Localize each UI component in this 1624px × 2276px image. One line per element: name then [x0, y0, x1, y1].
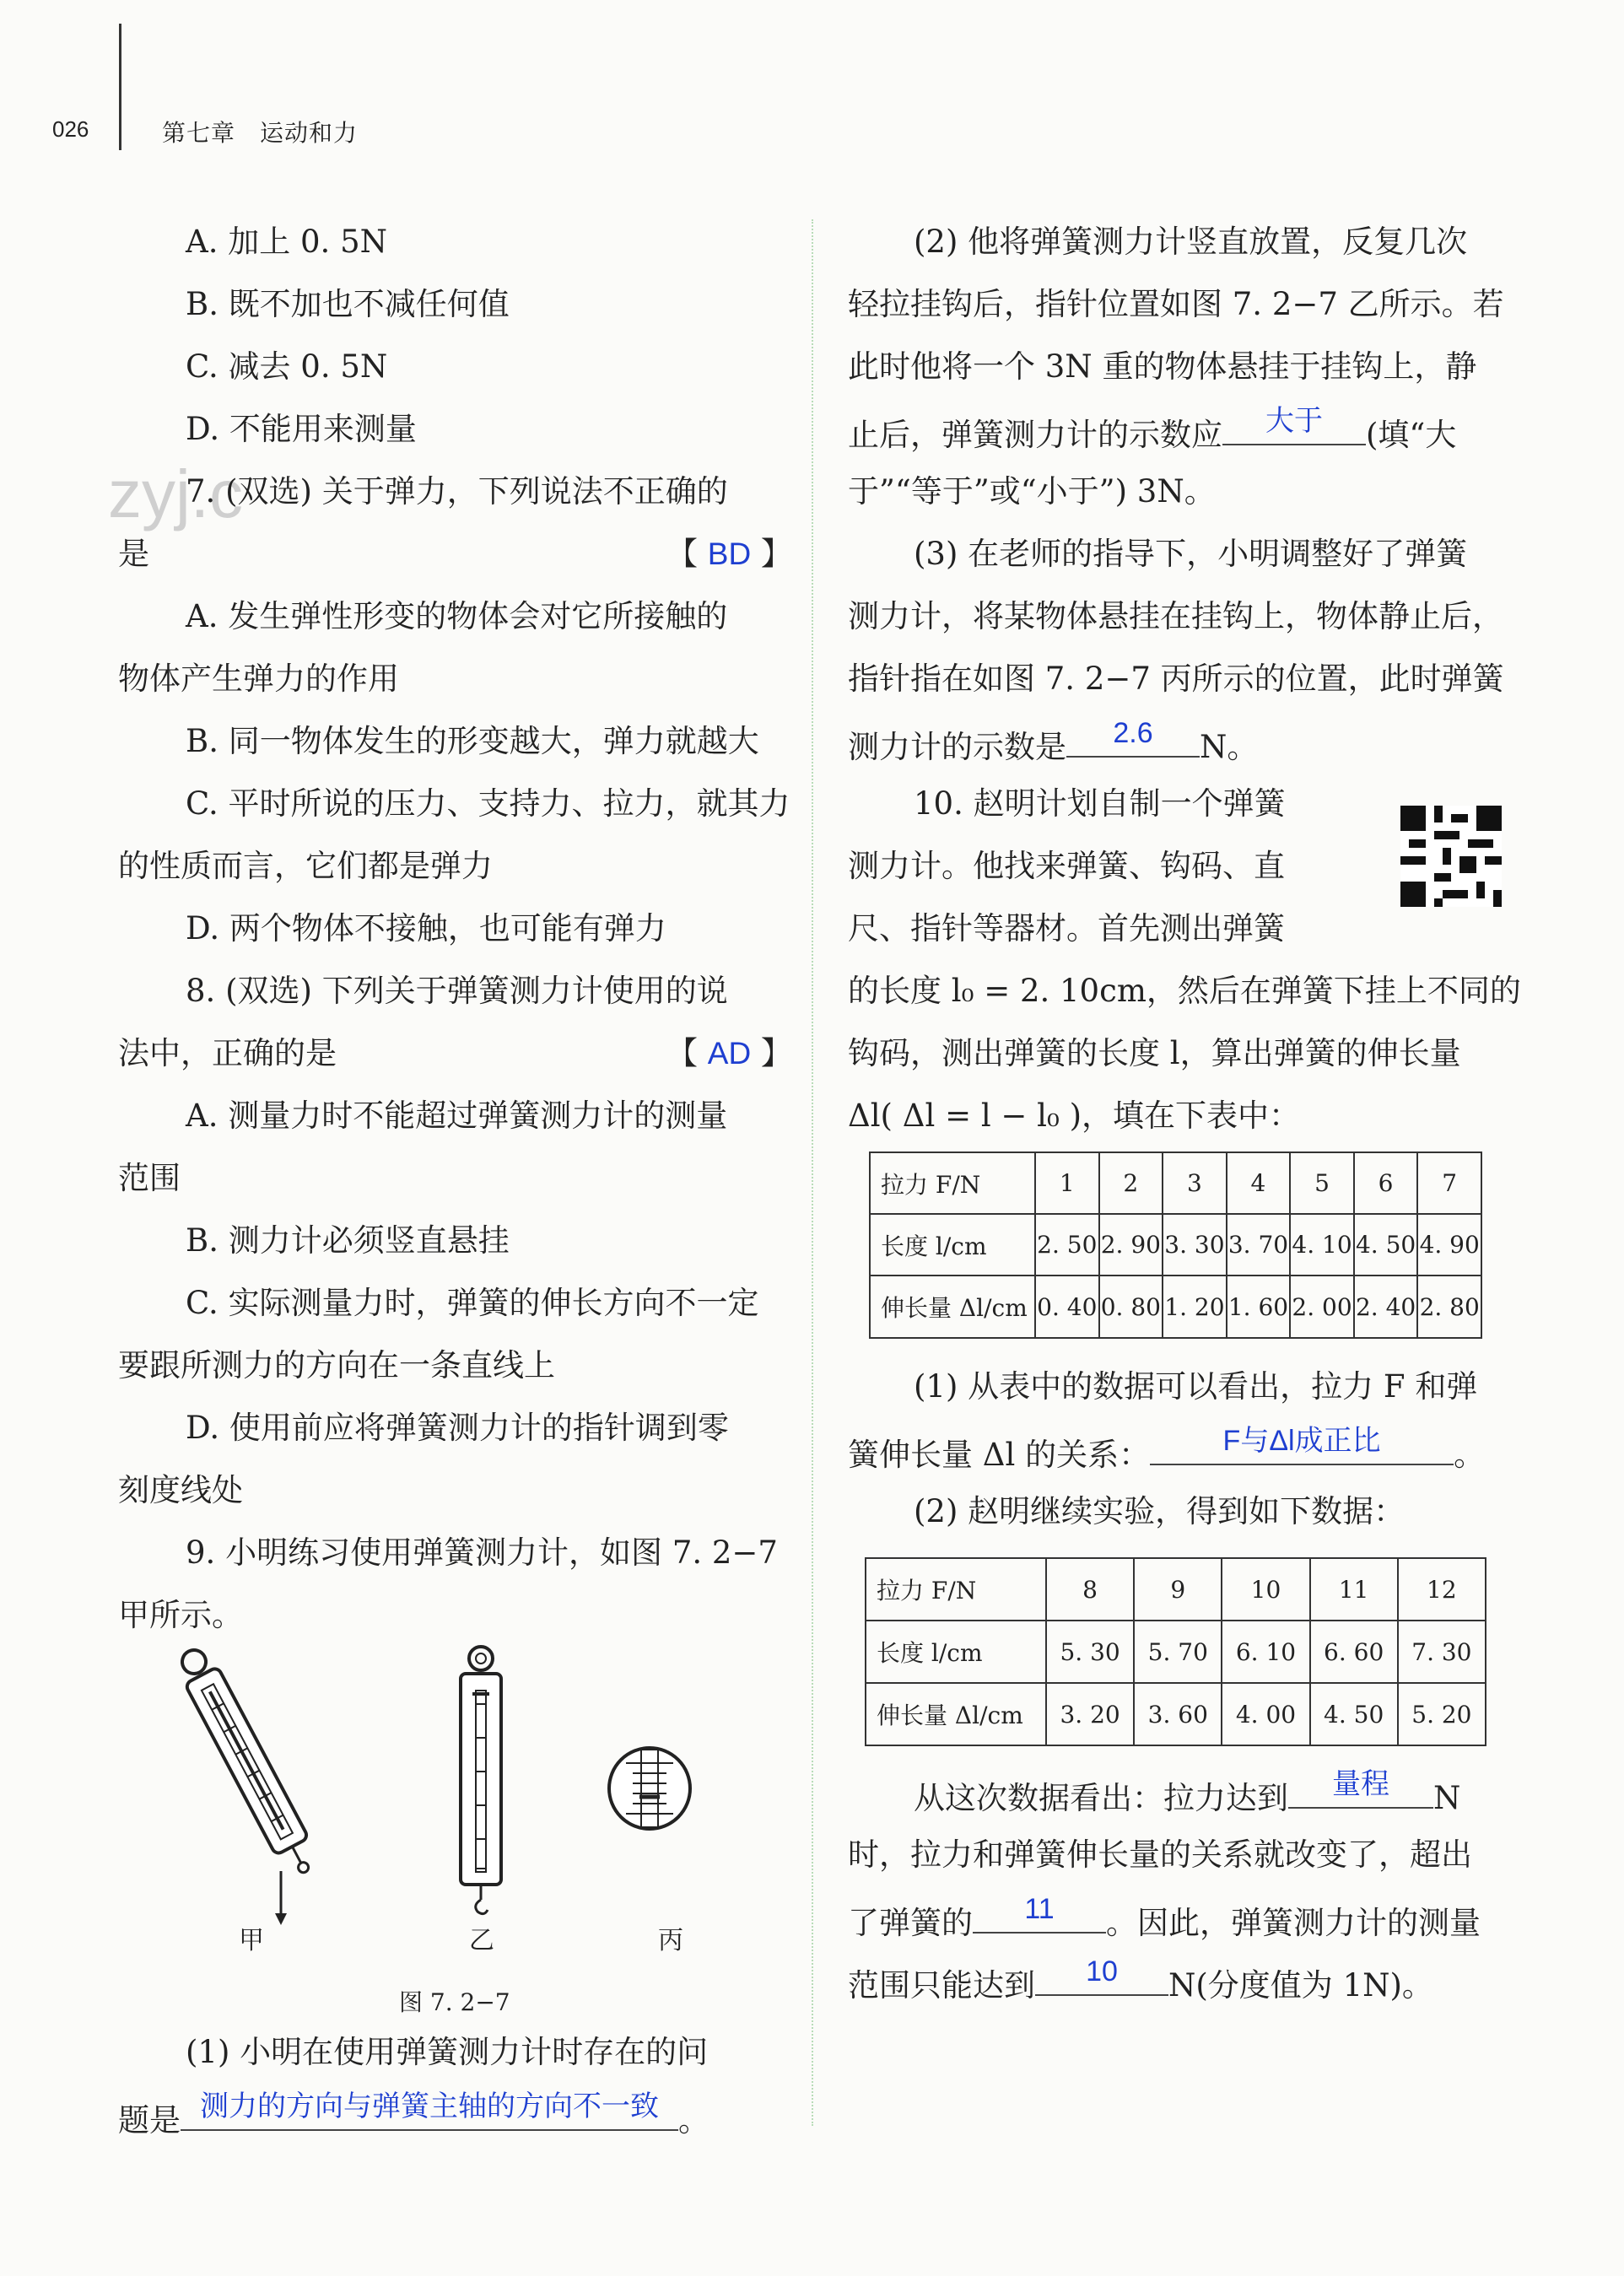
q9-part2-line4: 止后，弹簧测力计的示数应 大于 (填“大: [848, 405, 1457, 453]
fig-caption: 图 7. 2−7: [399, 1988, 510, 2016]
q9-part1-blank: 测力的方向与弹簧主轴的方向不一致: [181, 2099, 678, 2131]
q7-option-c-line2: 的性质而言，它们都是弹力: [118, 848, 493, 884]
table2-cell: 9: [1134, 1558, 1222, 1621]
table2-cell: 6. 10: [1222, 1621, 1309, 1683]
fig-label-bing: 丙: [658, 1926, 683, 1955]
table1-cell: 0. 80: [1099, 1276, 1163, 1338]
page-number: 026: [52, 116, 89, 142]
data-table-1: [869, 1151, 1482, 1339]
table2-cell: 5. 30: [1046, 1621, 1134, 1683]
table2-cell: 3. 60: [1134, 1683, 1222, 1745]
q10-line6: Δl( Δl = l − l₀ )，填在下表中：: [848, 1098, 1301, 1134]
q8-answer: AD: [707, 1036, 752, 1071]
q9-part2-blank: 大于: [1222, 413, 1366, 445]
table1-cell: 1. 20: [1163, 1276, 1227, 1338]
q10-line1: 10. 赵明计划自制一个弹簧: [914, 785, 1286, 822]
q8-option-d-line1: D. 使用前应将弹簧测力计的指针调到零: [186, 1410, 729, 1446]
q9-part1-line2: 题是 测力的方向与弹簧主轴的方向不一致 。: [118, 2090, 709, 2138]
table1-cell: 2: [1099, 1152, 1163, 1214]
q10-conclusion-blank2: 11: [973, 1901, 1106, 1934]
q8-answer-bracket: 【 AD 】: [666, 1035, 792, 1071]
table2-row-header: 长度 l/cm: [866, 1621, 1046, 1683]
table1-cell: 2. 80: [1417, 1276, 1481, 1338]
table1-cell: 2. 50: [1035, 1214, 1099, 1276]
table2-cell: 8: [1046, 1558, 1134, 1621]
table1-cell: 4. 10: [1290, 1214, 1354, 1276]
table1-cell: 7: [1417, 1152, 1481, 1214]
table1-row-header: 长度 l/cm: [870, 1214, 1035, 1276]
table2-cell: 4. 50: [1310, 1683, 1398, 1745]
q9-part3-blank: 2.6: [1066, 725, 1200, 758]
q7-answer-bracket: 【 BD 】: [666, 536, 792, 572]
q6-option-b: B. 既不加也不减任何值: [186, 286, 510, 322]
q8-option-c-line2: 要跟所测力的方向在一条直线上: [118, 1347, 555, 1383]
q9-part2-line2: 轻拉挂钩后，指针位置如图 7. 2−7 乙所示。若: [848, 286, 1504, 322]
table1-row-header: 伸长量 Δl/cm: [870, 1276, 1035, 1338]
spring-scale-figure: [152, 1645, 742, 1949]
q10-conclusion-line3: 了弹簧的 11 。因此，弹簧测力计的测量: [848, 1893, 1481, 1941]
q10-part1-blank: F与Δl成正比: [1150, 1433, 1454, 1465]
table1-row-header: 拉力 F/N: [870, 1152, 1035, 1214]
q10-conclusion-blank3: 10: [1035, 1964, 1168, 1996]
q7-option-a-line1: A. 发生弹性形变的物体会对它所接触的: [186, 598, 728, 634]
q9-part2-line5: 于”“等于”或“小于”) 3N。: [848, 473, 1216, 510]
q8-option-d-line2: 刻度线处: [118, 1472, 243, 1508]
table2-cell: 5. 20: [1398, 1683, 1486, 1745]
q10-part1-line2: 簧伸长量 Δl 的关系： F与Δl成正比 。: [848, 1425, 1486, 1473]
q9-part3-line4: 测力计的示数是 2.6 N。: [848, 717, 1259, 765]
q8-option-a-line2: 范围: [118, 1160, 181, 1196]
q9-stem-line1: 9. 小明练习使用弹簧测力计，如图 7. 2−7: [186, 1534, 778, 1571]
q6-option-a: A. 加上 0. 5N: [186, 224, 387, 260]
table2-row-header: 拉力 F/N: [866, 1558, 1046, 1621]
table2-cell: 11: [1310, 1558, 1398, 1621]
q7-stem-line1: 7. (双选) 关于弹力，下列说法不正确的: [186, 473, 728, 510]
table2-cell: 7. 30: [1398, 1621, 1486, 1683]
q9-part3-line2: 测力计，将某物体悬挂在挂钩上，物体静止后，: [848, 598, 1503, 634]
q10-part2-line1: (2) 赵明继续实验，得到如下数据：: [914, 1493, 1405, 1529]
table2-cell: 12: [1398, 1558, 1486, 1621]
q9-part2-line1: (2) 他将弹簧测力计竖直放置，反复几次: [914, 224, 1468, 260]
table2-cell: 3. 20: [1046, 1683, 1134, 1745]
header-rule: [119, 24, 121, 150]
fig-label-yi: 乙: [469, 1926, 494, 1955]
table1-cell: 3: [1163, 1152, 1227, 1214]
qr-code-icon[interactable]: [1400, 806, 1502, 907]
q9-part2-line3: 此时他将一个 3N 重的物体悬挂于挂钩上，静: [848, 348, 1477, 385]
table2-cell: 4. 00: [1222, 1683, 1309, 1745]
q10-line2: 测力计。他找来弹簧、钩码、直: [848, 848, 1285, 884]
table1-cell: 4. 50: [1354, 1214, 1418, 1276]
q9-stem-line2: 甲所示。: [118, 1597, 243, 1633]
watermark: zyj.c: [108, 456, 243, 531]
q10-line3: 尺、指针等器材。首先测出弹簧: [848, 910, 1285, 947]
q10-line4: 的长度 l₀ = 2. 10cm，然后在弹簧下挂上不同的: [848, 973, 1521, 1009]
q9-part3-line3: 指针指在如图 7. 2−7 丙所示的位置，此时弹簧: [848, 661, 1504, 697]
pull-arrow-head: [275, 1913, 287, 1925]
table1-cell: 4. 90: [1417, 1214, 1481, 1276]
table1-cell: 2. 00: [1290, 1276, 1354, 1338]
table1-cell: 1. 60: [1227, 1276, 1291, 1338]
q9-part3-line1: (3) 在老师的指导下，小明调整好了弹簧: [914, 536, 1468, 572]
q9-part1-line1: (1) 小明在使用弹簧测力计时存在的问: [186, 2034, 709, 2070]
table1-cell: 5: [1290, 1152, 1354, 1214]
table1-cell: 3. 70: [1227, 1214, 1291, 1276]
q8-option-b: B. 测力计必须竖直悬挂: [186, 1222, 510, 1259]
q7-option-c-line1: C. 平时所说的压力、支持力、拉力，就其力: [186, 785, 790, 822]
q10-conclusion-blank1: 量程: [1288, 1777, 1433, 1809]
q6-option-d: D. 不能用来测量: [186, 411, 417, 447]
q8-stem-line2: 法中，正确的是: [118, 1035, 337, 1071]
table2-cell: 10: [1222, 1558, 1309, 1621]
q8-option-a-line1: A. 测量力时不能超过弹簧测力计的测量: [186, 1098, 728, 1134]
table2-row-header: 伸长量 Δl/cm: [866, 1683, 1046, 1745]
q10-conclusion-line4: 范围只能达到 10 N(分度值为 1N)。: [848, 1955, 1433, 2004]
q10-part1-line1: (1) 从表中的数据可以看出，拉力 F 和弹: [914, 1368, 1478, 1405]
table1-cell: 6: [1354, 1152, 1418, 1214]
column-separator: [812, 219, 813, 2126]
q8-stem-line1: 8. (双选) 下列关于弹簧测力计使用的说: [186, 973, 728, 1009]
table1-cell: 3. 30: [1163, 1214, 1227, 1276]
q10-conclusion-line2: 时，拉力和弹簧伸长量的关系就改变了，超出: [848, 1836, 1472, 1873]
q7-answer: BD: [707, 537, 752, 571]
q7-option-d: D. 两个物体不接触，也可能有弹力: [186, 910, 666, 947]
table1-cell: 0. 40: [1035, 1276, 1099, 1338]
q10-conclusion-line1: 从这次数据看出：拉力达到 量程 N: [914, 1768, 1461, 1816]
magnified-scale-bing: [609, 1748, 690, 1829]
spring-scale-yi: [461, 1647, 501, 1914]
q7-stem-line2: 是: [118, 536, 149, 572]
chapter-title: 第七章 运动和力: [162, 120, 359, 146]
q8-option-c-line1: C. 实际测量力时，弹簧的伸长方向不一定: [186, 1285, 759, 1321]
spring-scale-jia: [172, 1645, 322, 1880]
table1-cell: 2. 90: [1099, 1214, 1163, 1276]
q6-option-c: C. 减去 0. 5N: [186, 348, 388, 385]
fig-label-jia: 甲: [239, 1926, 264, 1955]
table1-cell: 1: [1035, 1152, 1099, 1214]
data-table-2: [865, 1557, 1486, 1746]
q7-option-b: B. 同一物体发生的形变越大，弹力就越大: [186, 723, 759, 759]
q10-line5: 钩码，测出弹簧的长度 l，算出弹簧的伸长量: [848, 1035, 1461, 1071]
table1-cell: 4: [1227, 1152, 1291, 1214]
q7-option-a-line2: 物体产生弹力的作用: [118, 661, 399, 697]
table2-cell: 6. 60: [1310, 1621, 1398, 1683]
table1-cell: 2. 40: [1354, 1276, 1418, 1338]
table2-cell: 5. 70: [1134, 1621, 1222, 1683]
